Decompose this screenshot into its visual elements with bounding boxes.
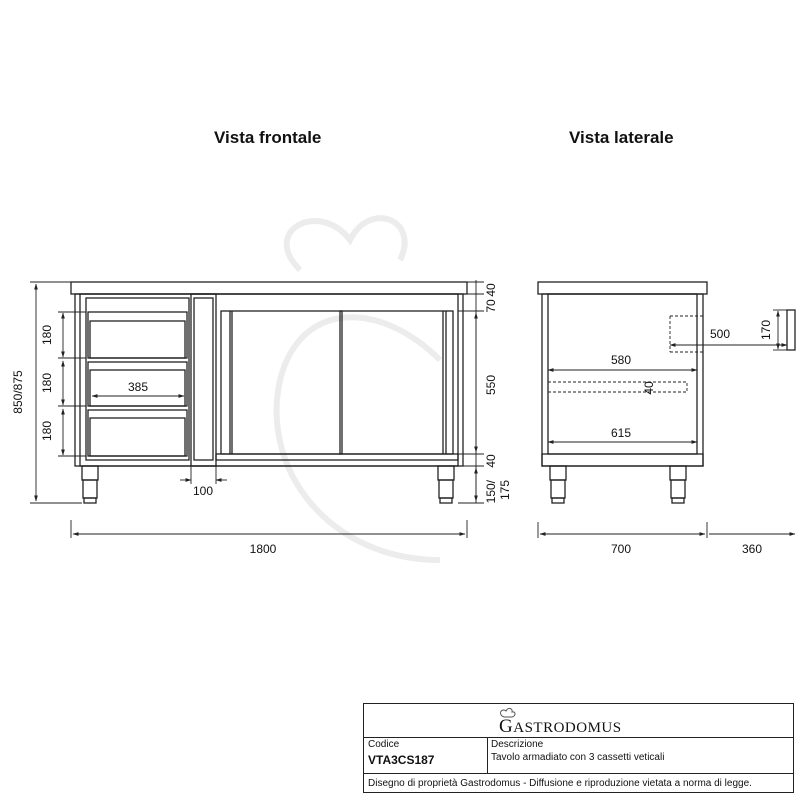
side-dimensions [538,310,795,538]
dim-depth: 700 [610,542,632,556]
front-leg-right [438,466,454,480]
sliding-door-right [340,311,453,454]
dim-drawer-1: 180 [40,324,54,346]
dim-drawer-2: 180 [40,372,54,394]
side-body [542,294,703,466]
dim-580: 580 [610,353,632,367]
dim-drawer-width: 385 [127,380,149,394]
dim-legs [484,477,512,504]
dim-gap: 100 [192,484,214,498]
logo-rest: ASTRODOMUS [513,720,622,736]
dim-500: 500 [709,327,731,341]
description-value: Tavolo armadiato con 3 cassetti veticali [491,752,665,763]
dim-legs-a: 150/ [484,479,498,504]
front-worktop [71,282,467,294]
copyright-footer: Disegno di proprietà Gastrodomus - Diffusione e riproduzione vietata a norma di legge. [368,778,752,789]
side-leg-right [670,466,686,480]
dim-40-rail: 40 [642,381,656,395]
code-cell [364,737,488,774]
side-worktop [538,282,707,294]
dim-cabinet: 550 [484,374,498,396]
drawer-pulled-out [787,310,795,350]
code-label: Codice [368,739,400,750]
front-dimensions [30,280,484,538]
side-view-title: Vista laterale [569,128,674,147]
drawer-3 [88,410,187,456]
front-leg-left [82,466,98,480]
logo-initial: G [499,716,514,737]
dim-170: 170 [759,319,773,341]
description-label: Descrizione [491,739,544,750]
side-view [538,282,795,503]
dim-drawer-3: 180 [40,420,54,442]
dim-overall-width: 1800 [249,542,277,556]
title-block [363,703,794,793]
dim-top-40: 40 [484,283,498,297]
watermark-logo [277,218,440,560]
dim-shelf-40: 40 [484,454,498,468]
side-leg-left [550,466,566,480]
side-shelf [542,454,703,466]
dim-total-height: 850/875 [11,370,25,414]
drawer-1 [88,312,187,358]
dim-legs-b: 175 [498,479,512,501]
brand-logo [499,716,622,738]
dim-top-70: 70 [484,299,498,313]
code-value: VTA3CS187 [368,753,435,767]
dim-615: 615 [610,426,632,440]
logo-row [364,704,793,738]
front-view-title: Vista frontale [214,128,322,147]
drawer-column [86,298,189,460]
description-cell [487,737,793,774]
front-shelf [216,454,458,460]
dim-drawer-out: 360 [741,542,763,556]
